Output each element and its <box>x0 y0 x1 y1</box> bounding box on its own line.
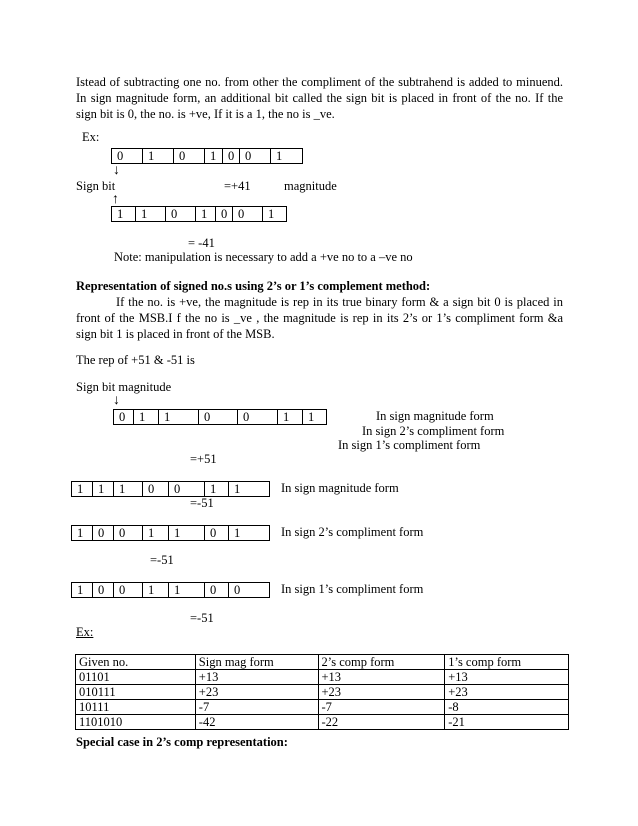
bit-cell: 0 <box>93 583 114 597</box>
bit-cell: 0 <box>216 207 233 221</box>
bit-cell: 1 <box>205 482 229 496</box>
section-heading: Representation of signed no.s using 2’s or 1’s complement method: <box>76 279 431 293</box>
bit-cell: 1 <box>169 526 205 540</box>
bit-cell: 1 <box>143 526 169 540</box>
bit-row-positive-51 <box>113 409 327 425</box>
form-label-ones-complement: In sign 1’s compliment form <box>338 438 481 452</box>
table-cell: 1101010 <box>76 715 196 730</box>
note-text: Note: manipulation is necessary to add a +ve no to a –ve no <box>114 250 413 264</box>
down-arrow-icon: ↓ <box>113 163 120 178</box>
bit-cell: 0 <box>166 207 196 221</box>
table-header-cell: Given no. <box>76 655 196 670</box>
table-header-cell: 2’s comp form <box>318 655 445 670</box>
bit-cell: 1 <box>159 410 199 424</box>
table-cell: -8 <box>445 700 569 715</box>
table-row <box>76 670 569 685</box>
section-paragraph: If the no. is +ve, the magnitude is rep in its true binary form & a sign bit 0 is placed in front of the MSB.I f the no is _ve , the magnitude is rep in its 2’s or 1’s compliment form &a sign bit 1 is placed in front of the MSB. <box>76 295 563 341</box>
table-cell: -42 <box>195 715 318 730</box>
table-cell: +13 <box>445 670 569 685</box>
positive-51-value: =+51 <box>190 452 217 466</box>
example2-intro: The rep of +51 & -51 is <box>76 353 195 367</box>
bit-cell: 1 <box>303 410 327 424</box>
table-header-cell: Sign mag form <box>195 655 318 670</box>
table-cell: -7 <box>318 700 445 715</box>
bit-cell: 1 <box>263 207 287 221</box>
table-cell: -7 <box>195 700 318 715</box>
bit-cell: 0 <box>114 583 143 597</box>
bit-cell: 1 <box>72 482 93 496</box>
bit-cell: 0 <box>205 526 229 540</box>
bit-row-sign-magnitude <box>71 481 270 497</box>
form-label-sign-magnitude: In sign magnitude form <box>376 409 494 423</box>
twos-complement-value: =-51 <box>150 553 174 567</box>
sign-bit-label: Sign bit <box>76 179 116 193</box>
bit-cell: 0 <box>240 149 271 163</box>
bit-cell: 0 <box>223 149 240 163</box>
bit-cell: 1 <box>143 149 174 163</box>
bit-row-twos-complement <box>71 525 270 541</box>
form-label-twos-complement: In sign 2’s compliment form <box>362 424 505 438</box>
table-cell: +23 <box>445 685 569 700</box>
table-cell: +23 <box>195 685 318 700</box>
bit-cell: 0 <box>229 583 270 597</box>
bit-cell: 0 <box>238 410 278 424</box>
table-cell: +13 <box>318 670 445 685</box>
special-case-heading: Special case in 2’s comp representation: <box>76 735 288 749</box>
table-cell: +13 <box>195 670 318 685</box>
bit-cell: 1 <box>112 207 136 221</box>
table-cell: +23 <box>318 685 445 700</box>
bit-cell: 1 <box>169 583 205 597</box>
intro-paragraph: Istead of subtracting one no. from other the compliment of the subtrahend is added to minuend. In sign magnitude form, an additional bit called the sign bit is placed in front of the no. If the sign bit is 0, the no. is +ve, If it is a 1, the no is _ve. <box>76 75 563 121</box>
table-row <box>76 700 569 715</box>
bit-row-ones-complement <box>71 582 270 598</box>
magnitude-label: magnitude <box>284 179 337 193</box>
table-cell: -22 <box>318 715 445 730</box>
value-label: =+41 <box>224 179 251 193</box>
bit-cell: 0 <box>114 410 134 424</box>
bit-cell: 0 <box>169 482 205 496</box>
table-cell: -21 <box>445 715 569 730</box>
table-cell: 01101 <box>76 670 196 685</box>
ones-complement-label: In sign 1’s compliment form <box>281 582 424 596</box>
bit-cell: 1 <box>229 526 270 540</box>
bit-cell: 0 <box>205 583 229 597</box>
bit-cell: 1 <box>196 207 216 221</box>
bit-cell: 1 <box>72 583 93 597</box>
bit-cell: 1 <box>93 482 114 496</box>
bit-cell: 1 <box>134 410 159 424</box>
sign-magnitude-value: =-51 <box>190 496 214 510</box>
table-cell: 10111 <box>76 700 196 715</box>
bit-row-positive-41 <box>111 148 303 164</box>
bit-cell: 0 <box>93 526 114 540</box>
bit-cell: 0 <box>143 482 169 496</box>
table-row <box>76 685 569 700</box>
table-row <box>76 715 569 730</box>
sign-magnitude-label: In sign magnitude form <box>281 481 399 495</box>
table-cell: 010111 <box>76 685 196 700</box>
bit-cell: 1 <box>136 207 166 221</box>
table-header-row <box>76 655 569 670</box>
table-caption: Ex: <box>76 625 94 639</box>
bit-cell: 1 <box>278 410 303 424</box>
bit-cell: 1 <box>114 482 143 496</box>
bit-cell: 0 <box>112 149 143 163</box>
bit-cell: 1 <box>72 526 93 540</box>
comparison-table <box>75 654 569 730</box>
bit-cell: 0 <box>114 526 143 540</box>
bit-cell: 1 <box>143 583 169 597</box>
result-value: = -41 <box>188 236 215 250</box>
down-arrow-icon: ↓ <box>113 393 120 408</box>
up-arrow-icon: ↑ <box>112 192 119 207</box>
bit-cell: 0 <box>233 207 263 221</box>
table-header-cell: 1’s comp form <box>445 655 569 670</box>
bit-cell: 1 <box>271 149 303 163</box>
example-label: Ex: <box>82 130 100 144</box>
bit-cell: 0 <box>199 410 238 424</box>
bit-cell: 1 <box>229 482 270 496</box>
bit-row-negative-41 <box>111 206 287 222</box>
twos-complement-label: In sign 2’s compliment form <box>281 525 424 539</box>
ones-complement-value: =-51 <box>190 611 214 625</box>
sign-bit-magnitude-label: Sign bit magnitude <box>76 380 172 394</box>
bit-cell: 0 <box>174 149 205 163</box>
bit-cell: 1 <box>205 149 223 163</box>
